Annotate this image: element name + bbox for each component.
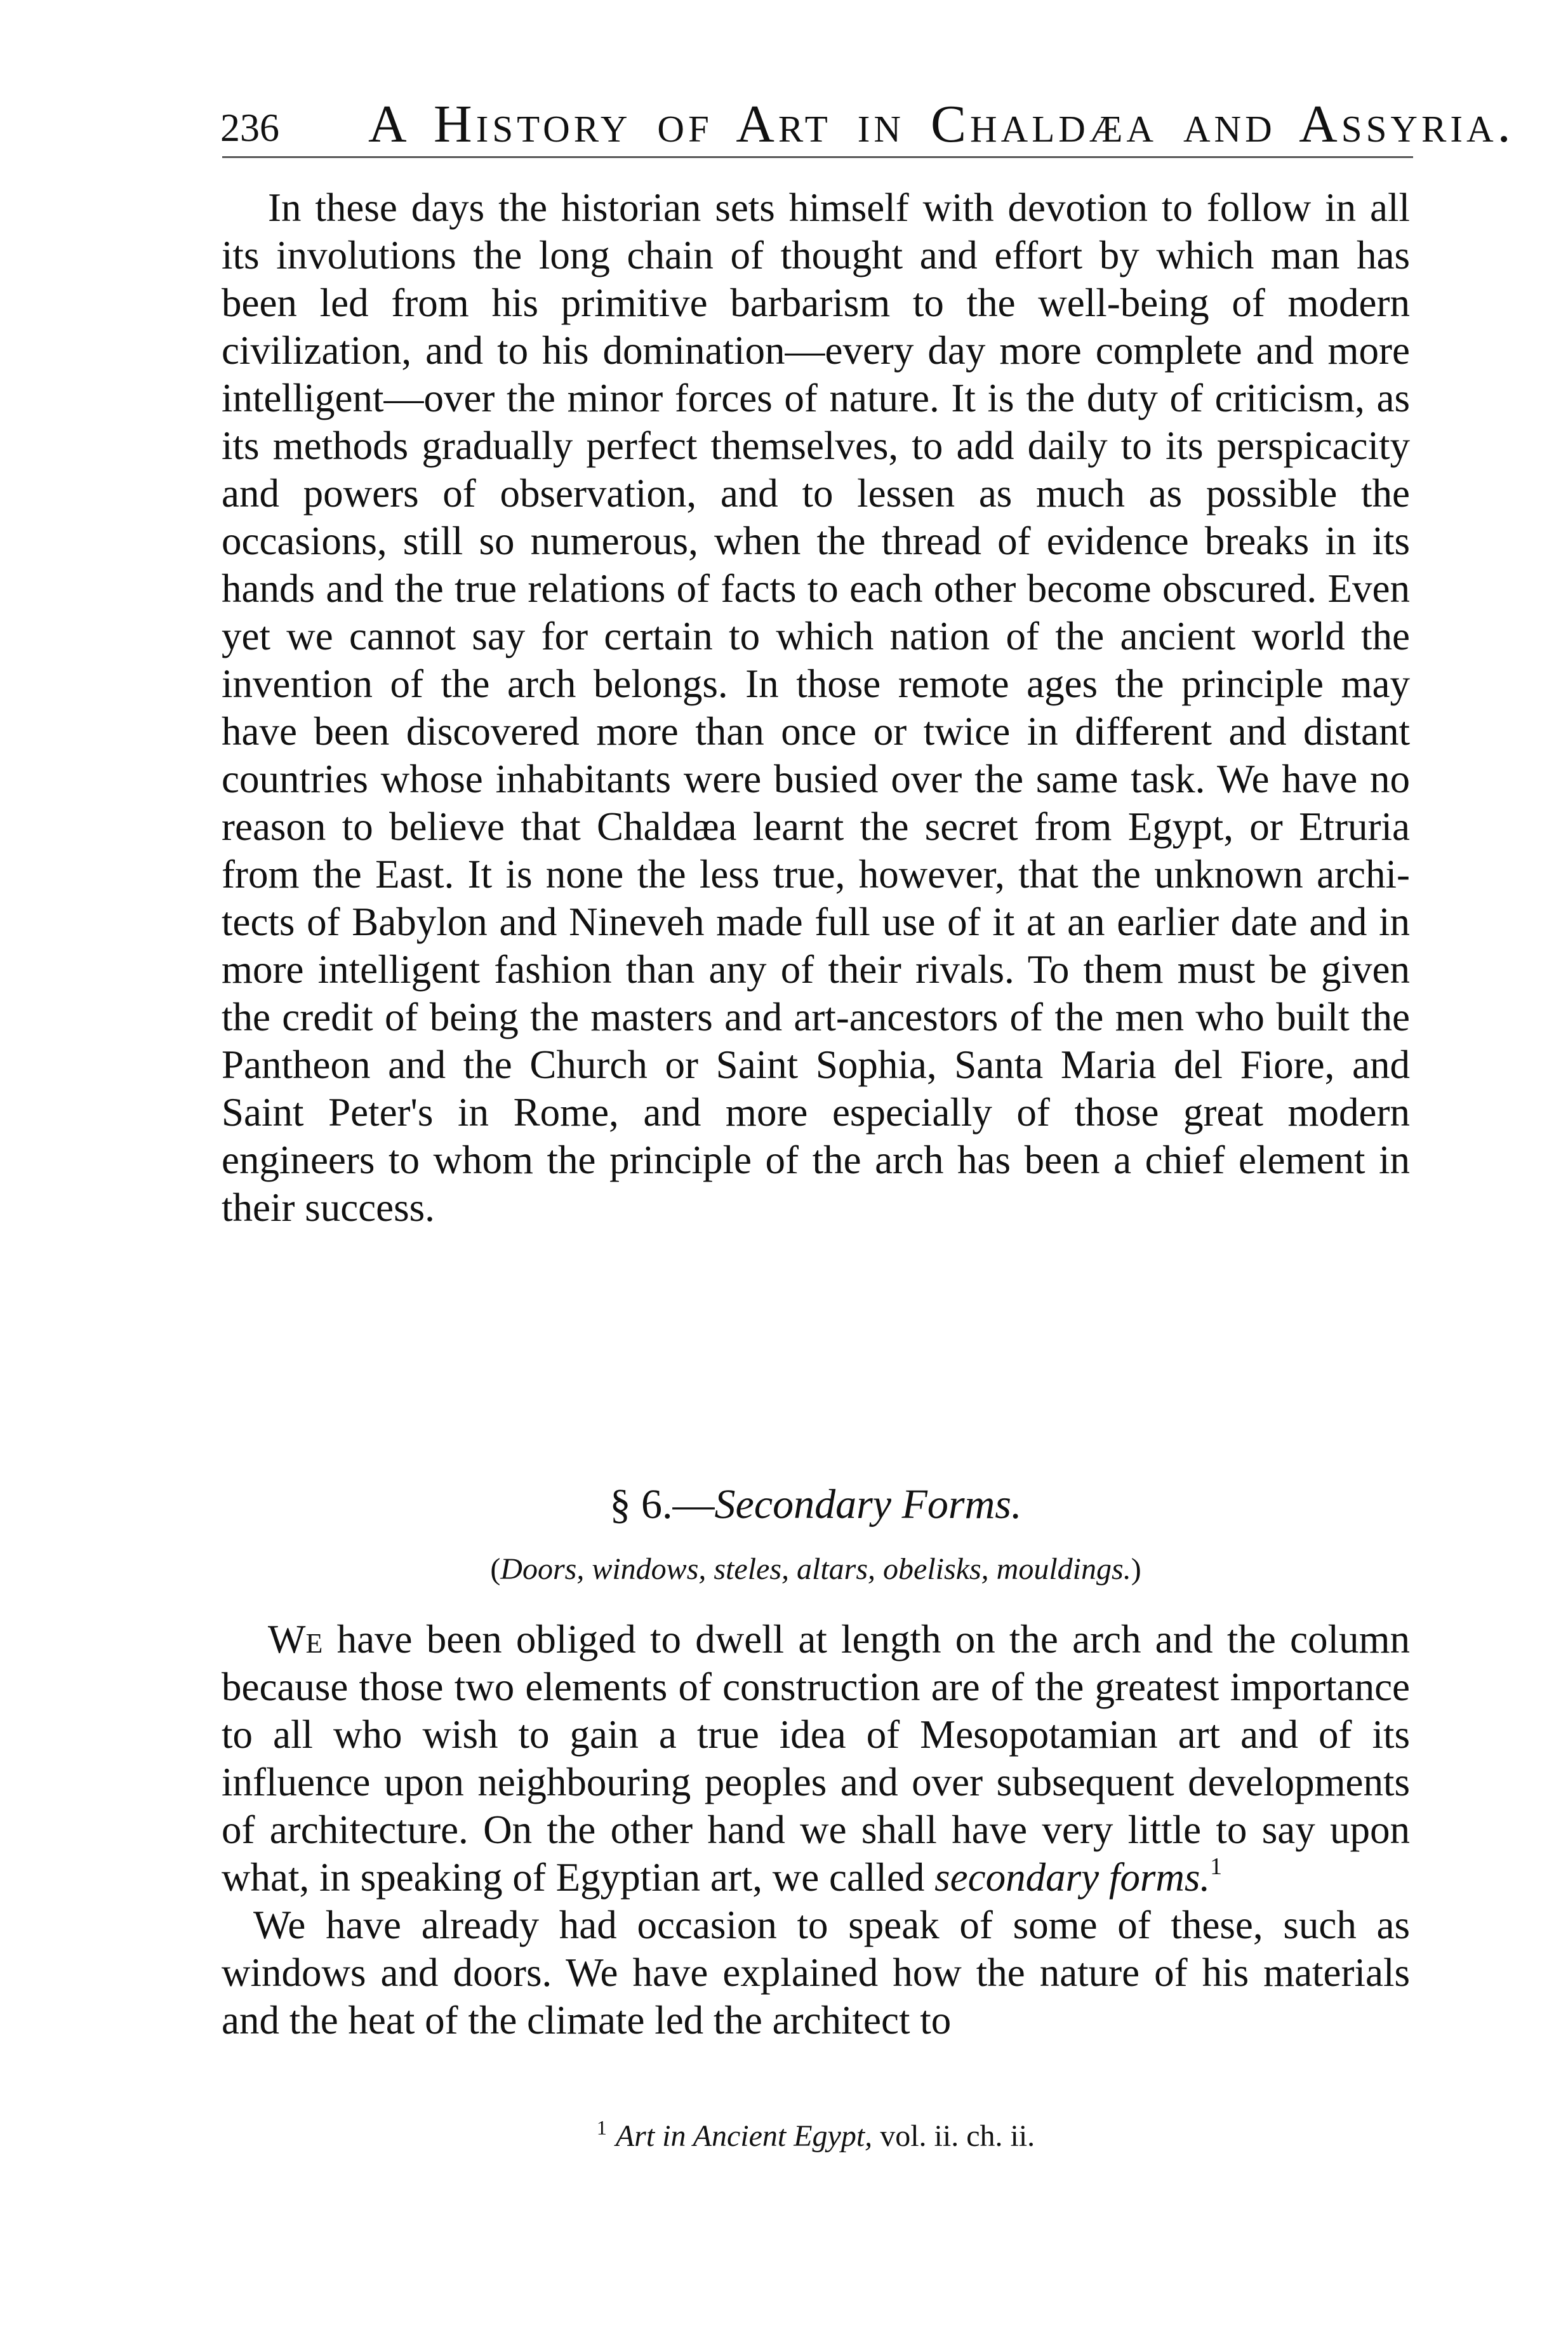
body-section-6 (222, 1616, 1410, 2044)
body-paragraph-1 (222, 184, 1410, 1232)
running-head (220, 89, 1515, 159)
section-number: § 6.— (609, 1481, 715, 1528)
paragraph-2 (222, 1616, 1410, 1901)
footnote-rest: vol. ii. ch. ii. (872, 2119, 1035, 2153)
footnote-title: Art in Ancient Egypt, (615, 2119, 873, 2153)
running-title: A History of Art in Chaldæa and Assyria. (368, 95, 1515, 154)
paragraph-3: We have already had occasion to speak of some of these, such as windows and doors. We have explained how the nature of his materials and the heat of the climate led the architect to (222, 1903, 1410, 2042)
paragraph-2-text: have been obliged to dwell at length on the arch and the column because those two elements of construction are of the greatest importance to all who wish to gain a true idea of Mesopotamian art and of its influence upon neighbouring peoples and over subsequent developments of architecture. On the other hand we shall have very little to say upon what, in speaking of Egyptian art, we called (222, 1617, 1410, 1900)
section-heading (222, 1479, 1410, 1530)
footnote-reference[interactable]: 1 (1210, 1853, 1223, 1880)
italic-term: secondary forms. (934, 1855, 1211, 1900)
subtitle-close-paren: ) (1131, 1552, 1141, 1586)
page-number: 236 (220, 107, 279, 150)
subtitle-text: Doors, windows, steles, altars, obelisks, mouldings. (500, 1552, 1131, 1586)
opening-word-rest: e (305, 1617, 323, 1661)
section-subtitle (222, 1550, 1410, 1588)
section-title: Secondary Forms. (714, 1481, 1022, 1528)
subtitle-open-paren: ( (490, 1552, 501, 1586)
header-rule (222, 156, 1413, 158)
opening-word-initial: W (268, 1617, 306, 1661)
paragraph-text: In these days the historian sets himself with devotion to follow in all its involutions the long chain of thought and effort by which man has been led from his primitive barbarism to the well-being of modern civilization, and to his domination—every day more complete and more intelligent—over the minor forces of nature. It is the duty of criticism, as its methods gradually perfect themselves, to add daily to its perspicacity and powers of observation, and to lessen as much as possible the occasions, still so numerous, when the thread of evidence breaks in its hands and the true relations of facts to each other become obscured. Even yet we cannot say for certain to which nation of the ancient world the invention of the arch belongs. In those remote ages the principle may have been discovered more than once or twice in different and distant countries whose inhabitants were busied over the same task. We have no reason to believe that Chaldæa learnt the secret from Egypt, or Etruria from the East. It is none the less true, however, that the unknown architects of Babylon and Nineveh made full use of it at an earlier date and in more intelligent fashion than any of their rivals. To them must be given the credit of being the masters and art-ancestors of the men who built the Pantheon and the Church or Saint Sophia, Santa Maria del Fiore, and Saint Peter's in Rome, and more especially of those great modern engineers to whom the principle of the arch has been a chief element in their success. (222, 185, 1410, 1230)
footnote-marker: 1 (596, 2116, 607, 2139)
footnote (222, 2117, 1410, 2155)
